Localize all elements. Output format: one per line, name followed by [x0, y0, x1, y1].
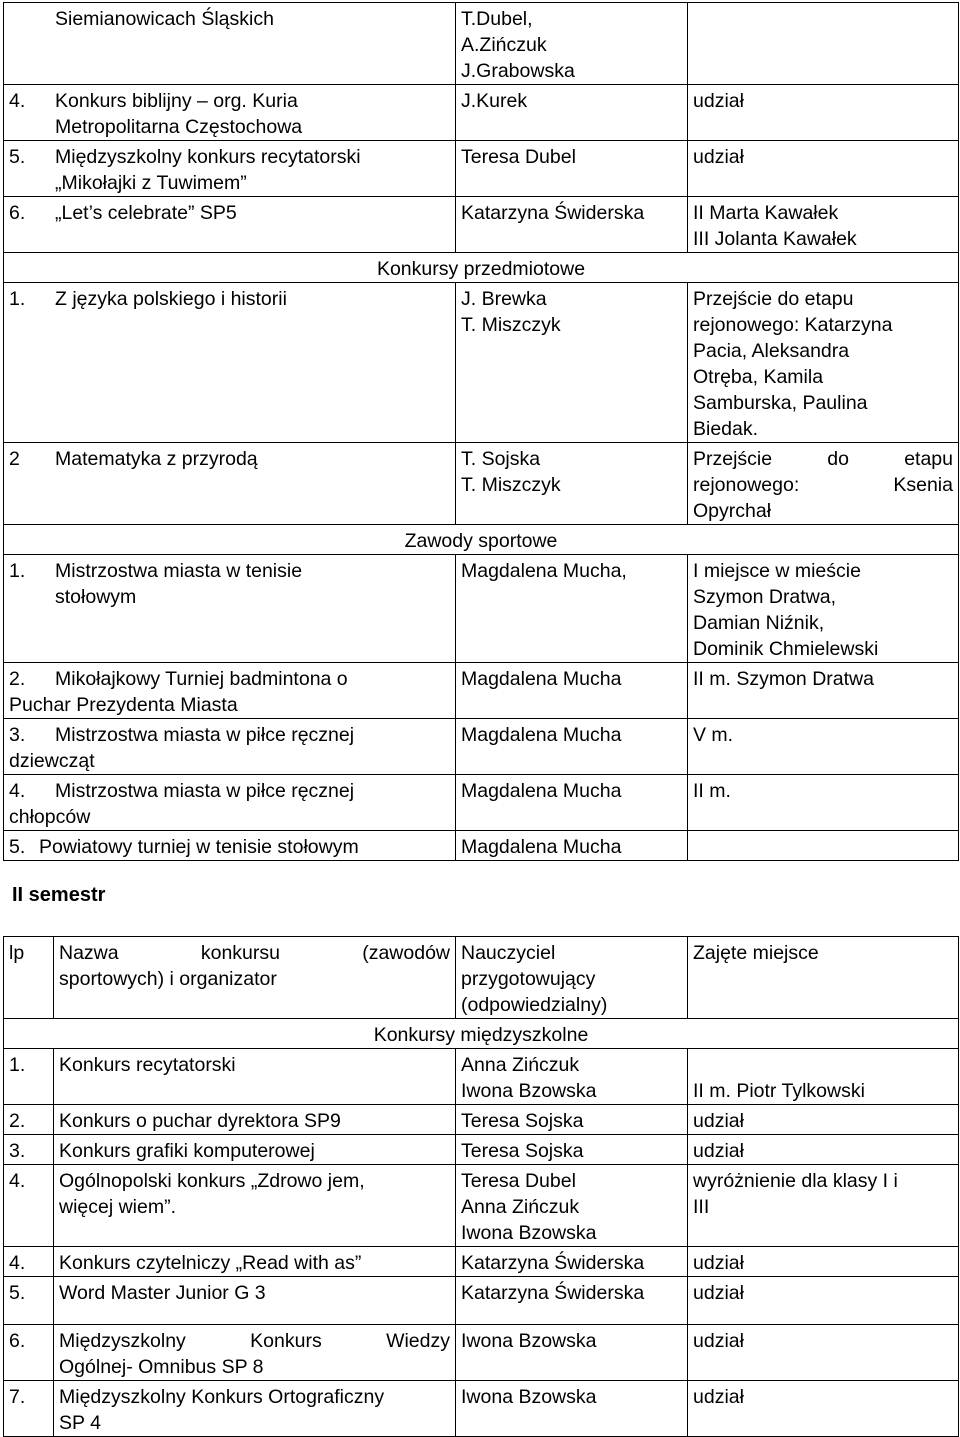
- competition-name-cell: 1. Z języka polskiego i historii: [4, 283, 456, 443]
- result-cell: [688, 3, 959, 85]
- teacher-cell: Teresa Dubel: [456, 141, 688, 197]
- teacher-cell: T. Sojska T. Miszczyk: [456, 443, 688, 525]
- table-row: [4, 831, 959, 861]
- table-header-row: [4, 937, 959, 1019]
- result-cell: Przejście do etapu rejonowego: Katarzyna Pacia, Aleksandra Otręba, Kamila Samburska, Paulina Biedak.: [688, 283, 959, 443]
- competition-name-cell: 3. Mistrzostwa miasta w piłce ręcznej dziewcząt: [4, 719, 456, 775]
- result-cell: II Marta Kawałek III Jolanta Kawałek: [688, 197, 959, 253]
- header-place: Zajęte miejsce: [688, 937, 959, 1019]
- result-cell: Przejście do etapu rejonowego: Ksenia Opyrchał: [688, 443, 959, 525]
- teacher-cell: Magdalena Mucha: [456, 775, 688, 831]
- competition-name-cell: 4. Mistrzostwa miasta w piłce ręcznej chłopców: [4, 775, 456, 831]
- teacher-cell: Magdalena Mucha: [456, 663, 688, 719]
- teacher-cell: Magdalena Mucha,: [456, 555, 688, 663]
- result-cell: I miejsce w mieście Szymon Dratwa, Damian Niźnik, Dominik Chmielewski: [688, 555, 959, 663]
- semester-heading: II semestr: [12, 884, 106, 906]
- table-row: 1. Konkurs recytatorski Anna Zińczuk Iwona Bzowska II m. Piotr Tylkowski: [4, 1049, 959, 1105]
- section-header-row: [4, 253, 959, 283]
- teacher-cell: J.Kurek: [456, 85, 688, 141]
- table-row: 4. Ogólnopolski konkurs „Zdrowo jem, więcej wiem”. Teresa Dubel Anna Zińczuk Iwona Bzowska wyróżnienie dla klasy I i III: [4, 1165, 959, 1247]
- competition-name-cell: 2. Mikołajkowy Turniej badmintona o Puchar Prezydenta Miasta: [4, 663, 456, 719]
- teacher-cell: Katarzyna Świderska: [456, 197, 688, 253]
- result-cell: II m. Szymon Dratwa: [688, 663, 959, 719]
- result-cell: udział: [688, 85, 959, 141]
- competitions-table-first-semester: [3, 2, 959, 861]
- table-row: [4, 3, 959, 85]
- header-lp: lp: [4, 937, 54, 1019]
- header-teacher: Nauczyciel przygotowujący (odpowiedzialny): [456, 937, 688, 1019]
- competition-name-cell: 2 Matematyka z przyrodą: [4, 443, 456, 525]
- section-title-miedzyszkolne: Konkursy międzyszkolne: [4, 1019, 959, 1049]
- table-row: [4, 775, 959, 831]
- table-row: [4, 555, 959, 663]
- table-row: [4, 141, 959, 197]
- section-title-sportowe: Zawody sportowe: [4, 525, 959, 555]
- table-row: [4, 85, 959, 141]
- competition-name-cell: 5. Powiatowy turniej w tenisie stołowym: [4, 831, 456, 861]
- table-row: [4, 283, 959, 443]
- table-row: [4, 663, 959, 719]
- result-cell: V m.: [688, 719, 959, 775]
- competition-name-cell: 5. Międzyszkolny konkurs recytatorski „Mikołajki z Tuwimem”: [4, 141, 456, 197]
- table-row: 2. Konkurs o puchar dyrektora SP9 Teresa Sojska udział: [4, 1105, 959, 1135]
- table-row: 7. Międzyszkolny Konkurs Ortograficzny SP 4 Iwona Bzowska udział: [4, 1381, 959, 1437]
- competition-name: Siemianowicach Śląskich: [55, 8, 274, 30]
- result-cell: [688, 831, 959, 861]
- table-row: 4. Konkurs czytelniczy „Read with as” Katarzyna Świderska udział: [4, 1247, 959, 1277]
- table-row: 6. Międzyszkolny Konkurs Wiedzy Ogólnej- Omnibus SP 8 Iwona Bzowska udział: [4, 1325, 959, 1381]
- table-row: [4, 197, 959, 253]
- teacher-cell: T.Dubel, A.Zińczuk J.Grabowska: [456, 3, 688, 85]
- section-header-row: [4, 525, 959, 555]
- teacher-cell: Magdalena Mucha: [456, 831, 688, 861]
- competition-name-cell: 6. „Let’s celebrate” SP5: [4, 197, 456, 253]
- teacher-cell: J. Brewka T. Miszczyk: [456, 283, 688, 443]
- section-header-row: [4, 1019, 959, 1049]
- competition-name-cell: 4. Konkurs biblijny – org. Kuria Metropolitarna Częstochowa: [4, 85, 456, 141]
- competitions-table-second-semester: [3, 936, 959, 1437]
- table-row: 3. Konkurs grafiki komputerowej Teresa Sojska udział: [4, 1135, 959, 1165]
- header-name: Nazwa konkursu (zawodów sportowych) i organizator: [54, 937, 456, 1019]
- table-row: [4, 443, 959, 525]
- result-cell: II m.: [688, 775, 959, 831]
- teacher-cell: Magdalena Mucha: [456, 719, 688, 775]
- competition-name-cell: [4, 3, 456, 85]
- competition-name-cell: 1. Mistrzostwa miasta w tenisie stołowym: [4, 555, 456, 663]
- result-cell: udział: [688, 141, 959, 197]
- table-row: 5. Word Master Junior G 3 Katarzyna Świderska udział: [4, 1277, 959, 1325]
- table-row: [4, 719, 959, 775]
- section-title-przedmiotowe: Konkursy przedmiotowe: [4, 253, 959, 283]
